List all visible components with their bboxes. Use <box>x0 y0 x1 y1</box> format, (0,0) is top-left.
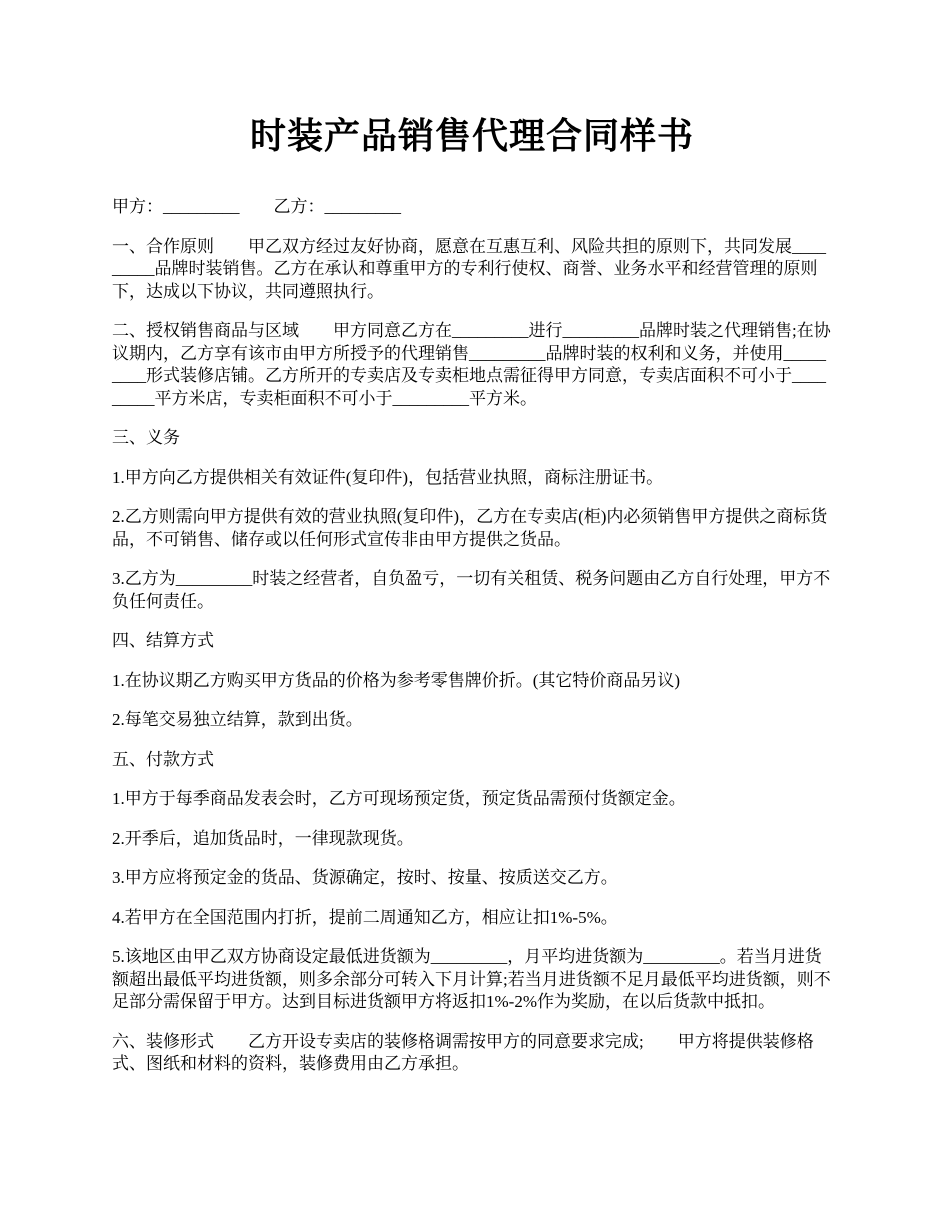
section-obligations-heading: 三、义务 <box>112 428 180 447</box>
settlement-item-1: 1.在协议期乙方购买甲方货品的价格为参考零售牌价折。(其它特价商品另议) <box>112 670 681 690</box>
section-authorized-products-area: 二、授权销售商品与区域 甲方同意乙方在_________进行_________品牌时装之代理销售;在协议期内，乙方享有该市由甲方所授予的代理销售_________品牌时装的权利和义务，并使用_________形式装修店铺。乙方所开的专卖店及专卖柜地点需征得甲方同意，专卖店面积不可小于_________平方米店，专卖柜面积不可小于_________平方米。 <box>112 321 831 408</box>
document-title: 时装产品销售代理合同样书 <box>249 116 694 156</box>
obligation-item-3: 3.乙方为_________时装之经营者，自负盈亏，一切有关租赁、税务问题由乙方自行处理，甲方不负任何责任。 <box>112 569 831 611</box>
payment-item-2: 2.开季后，追加货品时，一律现款现货。 <box>112 828 414 848</box>
payment-item-4: 4.若甲方在全国范围内打折，提前二周通知乙方，相应让扣1%-5%。 <box>112 907 618 927</box>
section-decoration-form: 六、装修形式 乙方开设专卖店的装修格调需按甲方的同意要求完成; 甲方将提供装修格式、图纸和材料的资料，装修费用由乙方承担。 <box>112 1031 814 1073</box>
section-cooperation-principle: 一、合作原则 甲乙双方经过友好协商，愿意在互惠互利、风险共担的原则下，共同发展_________品牌时装销售。乙方在承认和尊重甲方的专利行使权、商誉、业务水平和经营管理的原则下，达成以下协议，共同遵照执行。 <box>112 236 826 301</box>
settlement-item-2: 2.每笔交易独立结算，款到出货。 <box>112 710 363 729</box>
payment-item-1: 1.甲方于每季商品发表会时，乙方可现场预定货，预定货品需预付货额定金。 <box>112 789 686 808</box>
obligation-item-2: 2.乙方则需向甲方提供有效的营业执照(复印件)，乙方在专卖店(柜)内必须销售甲方提供之商标货品，不可销售、储存或以任何形式宣传非由甲方提供之货品。 <box>112 507 828 549</box>
payment-item-3: 3.甲方应将预定金的货品、货源确定，按时、按量、按质送交乙方。 <box>112 868 618 887</box>
section-payment-heading: 五、付款方式 <box>112 749 214 769</box>
obligation-item-1: 1.甲方向乙方提供相关有效证件(复印件)，包括营业执照，商标注册证书。 <box>112 467 664 487</box>
payment-item-5: 5.该地区由甲乙双方协商设定最低进货额为_________，月平均进货额为_________。若当月进货额超出最低平均进货额，则多余部分可转入下月计算;若当月进货额不足月最低平均进货额，则不足部分需保留于甲方。达到目标进货额甲方将返扣1%-2%作为奖励，在以后货款中抵扣。 <box>112 947 831 1011</box>
contract-parties: 甲方：_________ 乙方：_________ <box>112 197 401 216</box>
section-settlement-heading: 四、结算方式 <box>112 631 214 650</box>
